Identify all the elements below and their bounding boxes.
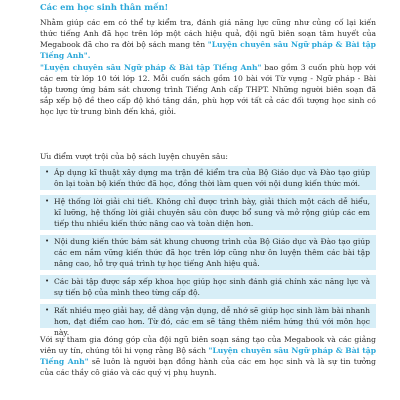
advantages-heading: Ưu điểm vượt trội của bộ sách luyện chuyên sâu:: [40, 152, 228, 161]
closing-text-b: sẽ luôn là người bạn đồng hành của các em học sinh và là sự tin tưởng của các thầy cô giáo và các quý vị phụ huynh.: [40, 357, 377, 377]
list-item: • Nội dung kiến thức bám sát khung chương trình của Bộ Giáo dục và Đào tạo giúp các em nắm vững kiến thức đã học trên lớp cũng như ôn luyện thêm các bài tập nâng cao, hỗ trợ quá trình tự học tiếng Anh hiệu quả.: [40, 235, 376, 270]
closing-text-a: Với sự tham gia đóng góp của đội ngũ biên soạn sáng tạo của Megabook và các giảng viên uy tín, chúng tôi hi vọng rằng Bộ sách: [40, 335, 376, 355]
book-title-highlight: "Luyện chuyên sâu Ngữ pháp & Bài tập Tiếng Anh".: [40, 40, 376, 60]
closing-paragraph: [40, 334, 376, 378]
greeting-heading: Các em học sinh thân mến!: [40, 2, 169, 12]
bullet-dot-icon: •: [45, 306, 50, 314]
bullet-dot-icon: •: [45, 277, 50, 285]
intro-paragraph: [40, 17, 376, 61]
description-text: bao gồm 3 cuốn phù hợp với các em từ lớp 10 tới lớp 12. Mỗi cuốn sách gồm 10 bài với Từ vựng - Ngữ pháp - Bài tập tương ứng bám sát chương trình Tiếng Anh cấp THPT. Những người biên soạn đã sắp xếp bộ đề theo cấp độ khó tăng dần, phù hợp với tất cả các đối tượng học sinh có học lực từ trung bình đến khá, giỏi.: [40, 63, 376, 116]
list-item: • Hệ thống lời giải chi tiết. Không chỉ được trình bày, giải thích một cách dễ hiểu, kĩ lưỡng, hệ thống lời giải chuyên sâu còn được bổ sung và mở rộng giúp các em tiếp thu nhiều kiến thức nâng cao và toàn diện hơn.: [40, 195, 376, 230]
list-item: • Áp dụng kĩ thuật xây dựng ma trận đề kiểm tra của Bộ Giáo dục và Đào tạo giúp ôn lại toàn bộ kiến thức đã học, đồng thời làm quen với nội dung kiến thức mới.: [40, 166, 376, 190]
list-item: • Rất nhiều mẹo giải hay, dễ dàng vận dụng, dễ nhớ sẽ giúp học sinh làm bài nhanh hơn, đạt điểm cao hơn. Từ đó, các em sẽ tăng thêm niềm hứng thú với môn học này.: [40, 304, 376, 328]
list-item: • Các bài tập được sắp xếp khoa học giúp học sinh đánh giá chính xác năng lực và sự tiến bộ của mình theo từng cấp độ.: [40, 275, 376, 299]
bullet-dot-icon: •: [45, 168, 50, 176]
intro-text: Nhằm giúp các em có thể tự kiểm tra, đánh giá năng lực cũng như củng cố lại kiến thức tiếng Anh đã học trên lớp một cách hiệu quả, đội ngũ biên soạn tâm huyết của Megabook đã cho ra đời bộ sách mang tên: [40, 18, 376, 49]
description-paragraph: [40, 62, 376, 117]
book-title-highlight-2: "Luyện chuyên sâu Ngữ pháp & Bài tập Tiếng Anh": [40, 63, 262, 72]
bullet-dot-icon: •: [45, 237, 50, 245]
book-title-highlight-3: "Luyện chuyên sâu Ngữ pháp & Bài tập Tiếng Anh": [40, 346, 377, 366]
bullet-dot-icon: •: [45, 197, 50, 205]
